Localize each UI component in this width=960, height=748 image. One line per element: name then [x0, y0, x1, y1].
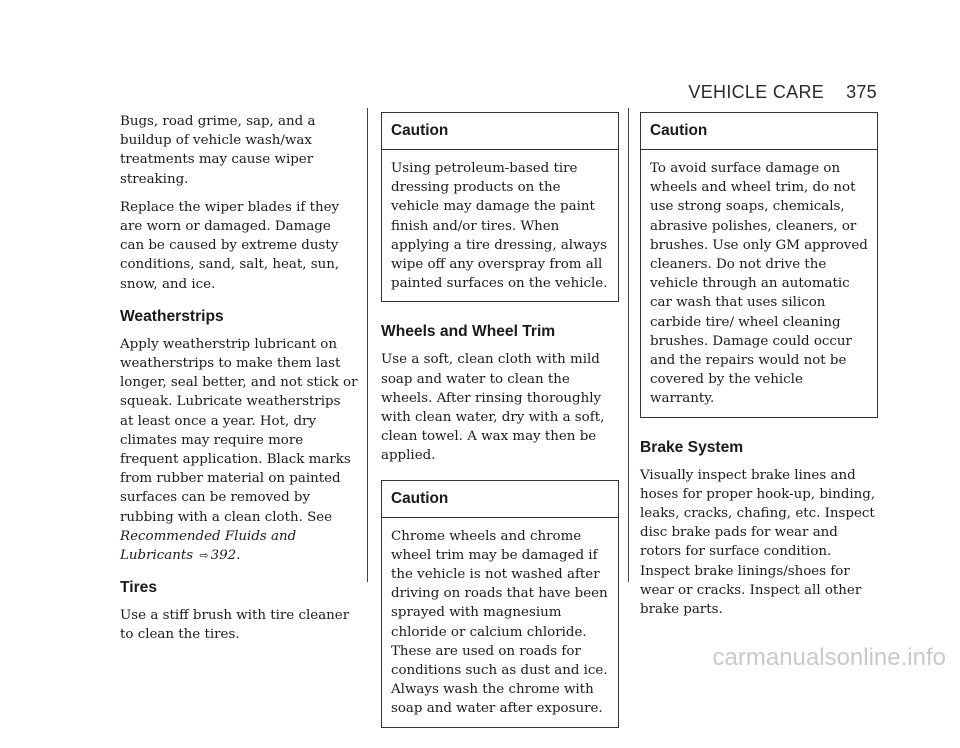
- column-divider: [628, 108, 629, 582]
- paragraph: Bugs, road grime, sap, and a buildup of vehicle wash/wax treatments may cause wiper streaking.: [120, 114, 316, 187]
- column-middle: [381, 112, 619, 748]
- caution-text: Using petroleum-based tire dressing products on the vehicle may damage the paint finish and/or tires. When applying a tire dressing, always wipe off any overspray from all painted surfaces on the vehicle.: [391, 161, 608, 292]
- watermark: carmanualsonline.info: [712, 644, 946, 671]
- heading-tires: Tires: [120, 579, 157, 597]
- heading-wheels: Wheels and Wheel Trim: [381, 323, 556, 341]
- column-left: [120, 112, 358, 654]
- caution-box: [640, 112, 878, 418]
- caution-title: Caution: [382, 113, 618, 150]
- paragraph-end: .: [236, 548, 241, 564]
- paragraph-text: Apply weatherstrip lubricant on weatherstrips to make them last longer, seal better, and not stick or squeak. Lubricate weatherstrips at least once a year. Hot, dry climates may require more frequent application. Black marks from rubber material on painted surfaces can be removed by rubbing with a clean cloth. See: [120, 336, 358, 525]
- page-header: [688, 82, 877, 103]
- cross-reference-page[interactable]: 392: [210, 548, 237, 564]
- caution-title: Caution: [382, 481, 618, 518]
- cross-reference-link[interactable]: Recommended Fluids and Lubricants: [120, 528, 297, 564]
- paragraph: Use a soft, clean cloth with mild soap and water to clean the wheels. After rinsing thoroughly with clean water, dry with a soft, clean towel. A wax may then be applied.: [381, 352, 605, 464]
- paragraph: Visually inspect brake lines and hoses for proper hook-up, binding, leaks, cracks, chafing, etc. Inspect disc brake pads for wear and rotors for surface condition. Inspect brake linings/shoes for wear or cracks. Inspect all other brake parts.: [640, 467, 876, 618]
- heading-brake-system: Brake System: [640, 438, 744, 456]
- caution-text: To avoid surface damage on wheels and wheel trim, do not use strong soaps, chemicals, abrasive polishes, cleaners, or brushes. Use only GM approved cleaners. Do not drive the vehicle through an automatic car wash that uses silicon carbide tire/ wheel cleaning brushes. Damage could occur and the repairs would not be covered by the vehicle warranty.: [650, 161, 868, 407]
- caution-box: [381, 480, 619, 728]
- page-number: 375: [846, 82, 877, 102]
- paragraph: [120, 335, 358, 565]
- paragraph: Replace the wiper blades if they are worn or damaged. Damage can be caused by extreme dusty conditions, sand, salt, heat, sun, snow, and ice.: [120, 199, 340, 292]
- paragraph: Use a stiff brush with tire cleaner to clean the tires.: [120, 608, 350, 643]
- caution-title: Caution: [641, 113, 877, 150]
- column-right: [640, 112, 878, 628]
- heading-weatherstrips: Weatherstrips: [120, 307, 224, 325]
- section-title: VEHICLE CARE: [688, 82, 825, 102]
- column-divider: [367, 108, 368, 582]
- caution-box: [381, 112, 619, 302]
- page-ref-icon: ⇨: [199, 549, 209, 563]
- caution-text: Chrome wheels and chrome wheel trim may be damaged if the vehicle is not washed after driving on roads that have been sprayed with magnesium chloride or calcium chloride. These are used on roads for conditions such as dust and ice. Always wash the chrome with soap and water after exposure.: [391, 528, 608, 717]
